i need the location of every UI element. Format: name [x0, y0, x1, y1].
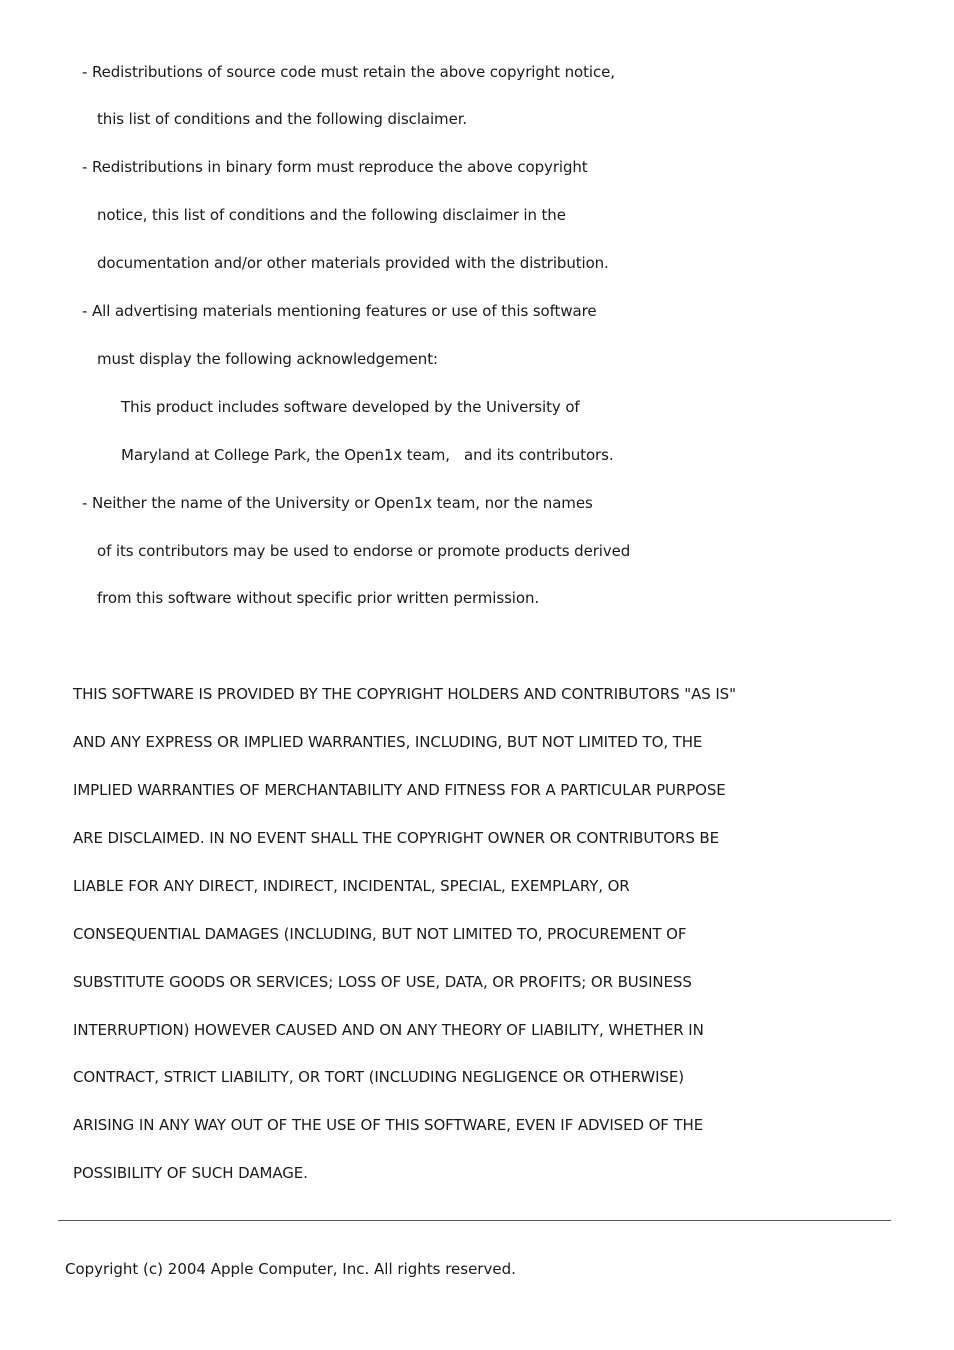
disclaimer-line: CONTRACT, STRICT LIABILITY, OR TORT (INCLUDING NEGLIGENCE OR OTHERWISE): [73, 1068, 685, 1086]
disclaimer-line: ARISING IN ANY WAY OUT OF THE USE OF THIS SOFTWARE, EVEN IF ADVISED OF THE: [73, 1116, 704, 1134]
disclaimer-line: POSSIBILITY OF SUCH DAMAGE.: [73, 1164, 308, 1182]
condition-source-redistribution: - Redistributions of source code must retain the above copyright notice,: [82, 63, 615, 81]
disclaimer-line: ARE DISCLAIMED. IN NO EVENT SHALL THE COPYRIGHT OWNER OR CONTRIBUTORS BE: [73, 829, 719, 847]
disclaimer-line: THIS SOFTWARE IS PROVIDED BY THE COPYRIGHT HOLDERS AND CONTRIBUTORS "AS IS": [73, 685, 736, 703]
condition-advertising: - All advertising materials mentioning features or use of this software: [82, 302, 597, 320]
condition-text-line: of its contributors may be used to endorse or promote products derived: [97, 542, 631, 560]
copyright-notice: Copyright (c) 2004 Apple Computer, Inc. All rights reserved.: [65, 1260, 516, 1278]
acknowledgement-line: This product includes software developed by the University of: [121, 398, 580, 416]
condition-text-line: this list of conditions and the following disclaimer.: [97, 110, 468, 128]
condition-text-line: must display the following acknowledgement:: [97, 350, 438, 368]
condition-binary-redistribution: - Redistributions in binary form must reproduce the above copyright: [82, 158, 588, 176]
section-divider: [58, 1220, 891, 1221]
disclaimer-line: LIABLE FOR ANY DIRECT, INDIRECT, INCIDENTAL, SPECIAL, EXEMPLARY, OR: [73, 877, 630, 895]
condition-text-line: documentation and/or other materials provided with the distribution.: [97, 254, 609, 272]
condition-text-line: notice, this list of conditions and the following disclaimer in the: [97, 206, 566, 224]
disclaimer-line: INTERRUPTION) HOWEVER CAUSED AND ON ANY THEORY OF LIABILITY, WHETHER IN: [73, 1021, 704, 1039]
disclaimer-line: AND ANY EXPRESS OR IMPLIED WARRANTIES, INCLUDING, BUT NOT LIMITED TO, THE: [73, 733, 703, 751]
acknowledgement-line: Maryland at College Park, the Open1x team, and its contributors.: [121, 446, 614, 464]
disclaimer-line: CONSEQUENTIAL DAMAGES (INCLUDING, BUT NOT LIMITED TO, PROCUREMENT OF: [73, 925, 687, 943]
disclaimer-line: IMPLIED WARRANTIES OF MERCHANTABILITY AND FITNESS FOR A PARTICULAR PURPOSE: [73, 781, 726, 799]
disclaimer-line: SUBSTITUTE GOODS OR SERVICES; LOSS OF USE, DATA, OR PROFITS; OR BUSINESS: [73, 973, 692, 991]
condition-endorsement: - Neither the name of the University or Open1x team, nor the names: [82, 494, 593, 512]
condition-text-line: from this software without specific prior written permission.: [97, 589, 540, 607]
